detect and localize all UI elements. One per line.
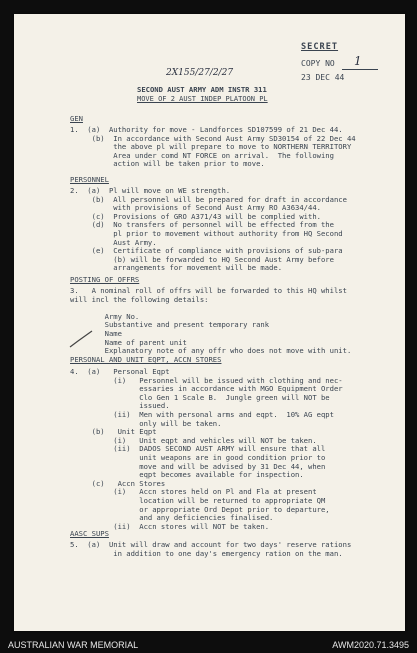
- body-line: Army No.: [70, 311, 140, 321]
- body-line: Aust Army.: [70, 237, 157, 247]
- body-line: only will be taken.: [70, 418, 222, 428]
- section-heading-personnel: PERSONNEL: [70, 175, 109, 184]
- body-line: Name of parent unit: [70, 337, 187, 347]
- copy-number-line: [342, 69, 378, 70]
- section-heading-posting: POSTING OF OFFRS: [70, 275, 140, 284]
- footer-accession-number: AWM2020.71.3495: [332, 640, 409, 650]
- body-line: Explanatory note of any offr who does not move with unit.: [70, 346, 352, 356]
- body-line: pl prior to movement without authority from HQ Second: [70, 229, 343, 238]
- body-line: issued.: [70, 401, 170, 411]
- body-line: Name: [70, 329, 122, 338]
- body-line: (b) All personnel will be prepared for draft in accordance: [70, 194, 347, 204]
- body-line: Area under comd NT FORCE on arrival. The following: [70, 150, 334, 160]
- body-line: 4. (a) Personal Eqpt: [70, 367, 170, 376]
- body-line: action will be taken prior to move.: [70, 159, 265, 169]
- document-date: 23 DEC 44: [301, 73, 345, 82]
- body-line: essaries in accordance with MGO Equipment Order: [70, 384, 343, 394]
- body-line: (i) Accn stores held on Pl and Fla at present: [70, 487, 317, 497]
- body-line: (e) Certificate of compliance with provisions of sub-para: [70, 246, 343, 256]
- copy-number-label: COPY NO: [301, 59, 335, 68]
- body-line: (b) In accordance with Second Aust Army SD30154 of 22 Dec 44: [70, 133, 356, 143]
- body-line: (c) Accn Stores: [70, 478, 166, 488]
- body-line: 2. (a) Pl will move on WE strength.: [70, 186, 231, 195]
- body-line: (i) Personnel will be issued with clothing and nec-: [70, 375, 343, 385]
- body-line: 1. (a) Authority for move - Landforces SD107599 of 21 Dec 44.: [70, 125, 343, 134]
- body-line: (ii) DADOS SECOND AUST ARMY will ensure that all: [70, 444, 326, 454]
- body-line: and any deficiencies finalised.: [70, 513, 274, 523]
- body-line: (b) will be forwarded to HQ Second Aust Army before: [70, 254, 334, 264]
- copy-number-handwritten: 1: [354, 54, 362, 68]
- body-line: will incl the following details:: [70, 294, 209, 304]
- body-line: eqpt becomes available for inspection.: [70, 470, 304, 480]
- footer-institution: AUSTRALIAN WAR MEMORIAL: [8, 640, 139, 650]
- body-line: the above pl will prepare to move to NORTHERN TERRITORY: [70, 142, 352, 152]
- document-page: [14, 14, 405, 631]
- body-line: 3. A nominal roll of offrs will be forwarded to this HQ whilst: [70, 286, 347, 295]
- document-title: SECOND AUST ARMY ADM INSTR 311: [137, 85, 267, 94]
- body-line: Clo Gen 1 Scale B. Jungle green will NOT be: [70, 392, 330, 402]
- classification-stamp: SECRET: [301, 42, 339, 52]
- document-subtitle: MOVE OF 2 AUST INDEP PLATOON PL: [137, 95, 268, 103]
- body-line: or appropriate Ord Depot prior to departure,: [70, 504, 330, 514]
- body-line: (ii) Accn stores will NOT be taken.: [70, 521, 270, 531]
- section-heading-gen: GEN: [70, 114, 83, 123]
- body-line: arrangements for movement will be made.: [70, 263, 283, 273]
- body-line: 5. (a) Unit will draw and account for two days' reserve rations: [70, 540, 352, 549]
- body-line: unit weapons are in good condition prior to: [70, 453, 326, 462]
- body-line: (b) Unit Eqpt: [70, 427, 157, 437]
- section-heading-aasc: AASC SUPS: [70, 529, 109, 538]
- file-reference: 2X155/27/2/27: [166, 68, 234, 78]
- section-heading-stores: PERSONAL AND UNIT EQPT, ACCN STORES: [70, 355, 222, 364]
- body-line: (c) Provisions of GRO A371/43 will be complied with.: [70, 211, 321, 221]
- body-line: with provisions of Second Aust Army RO A3634/44.: [70, 203, 321, 213]
- body-line: (i) Unit eqpt and vehicles will NOT be taken.: [70, 435, 317, 445]
- check-mark-icon: [68, 329, 94, 351]
- body-line: location will be returned to appropriate QM: [70, 496, 326, 505]
- body-line: move and will be advised by 31 Dec 44, when: [70, 461, 326, 471]
- body-line: (ii) Men with personal arms and eqpt. 10% AG eqpt: [70, 410, 334, 419]
- body-line: in addition to one day's emergency ration on the man.: [70, 548, 343, 558]
- body-line: (d) No transfers of personnel will be effected from the: [70, 220, 334, 230]
- body-line: Substantive and present temporary rank: [70, 320, 270, 330]
